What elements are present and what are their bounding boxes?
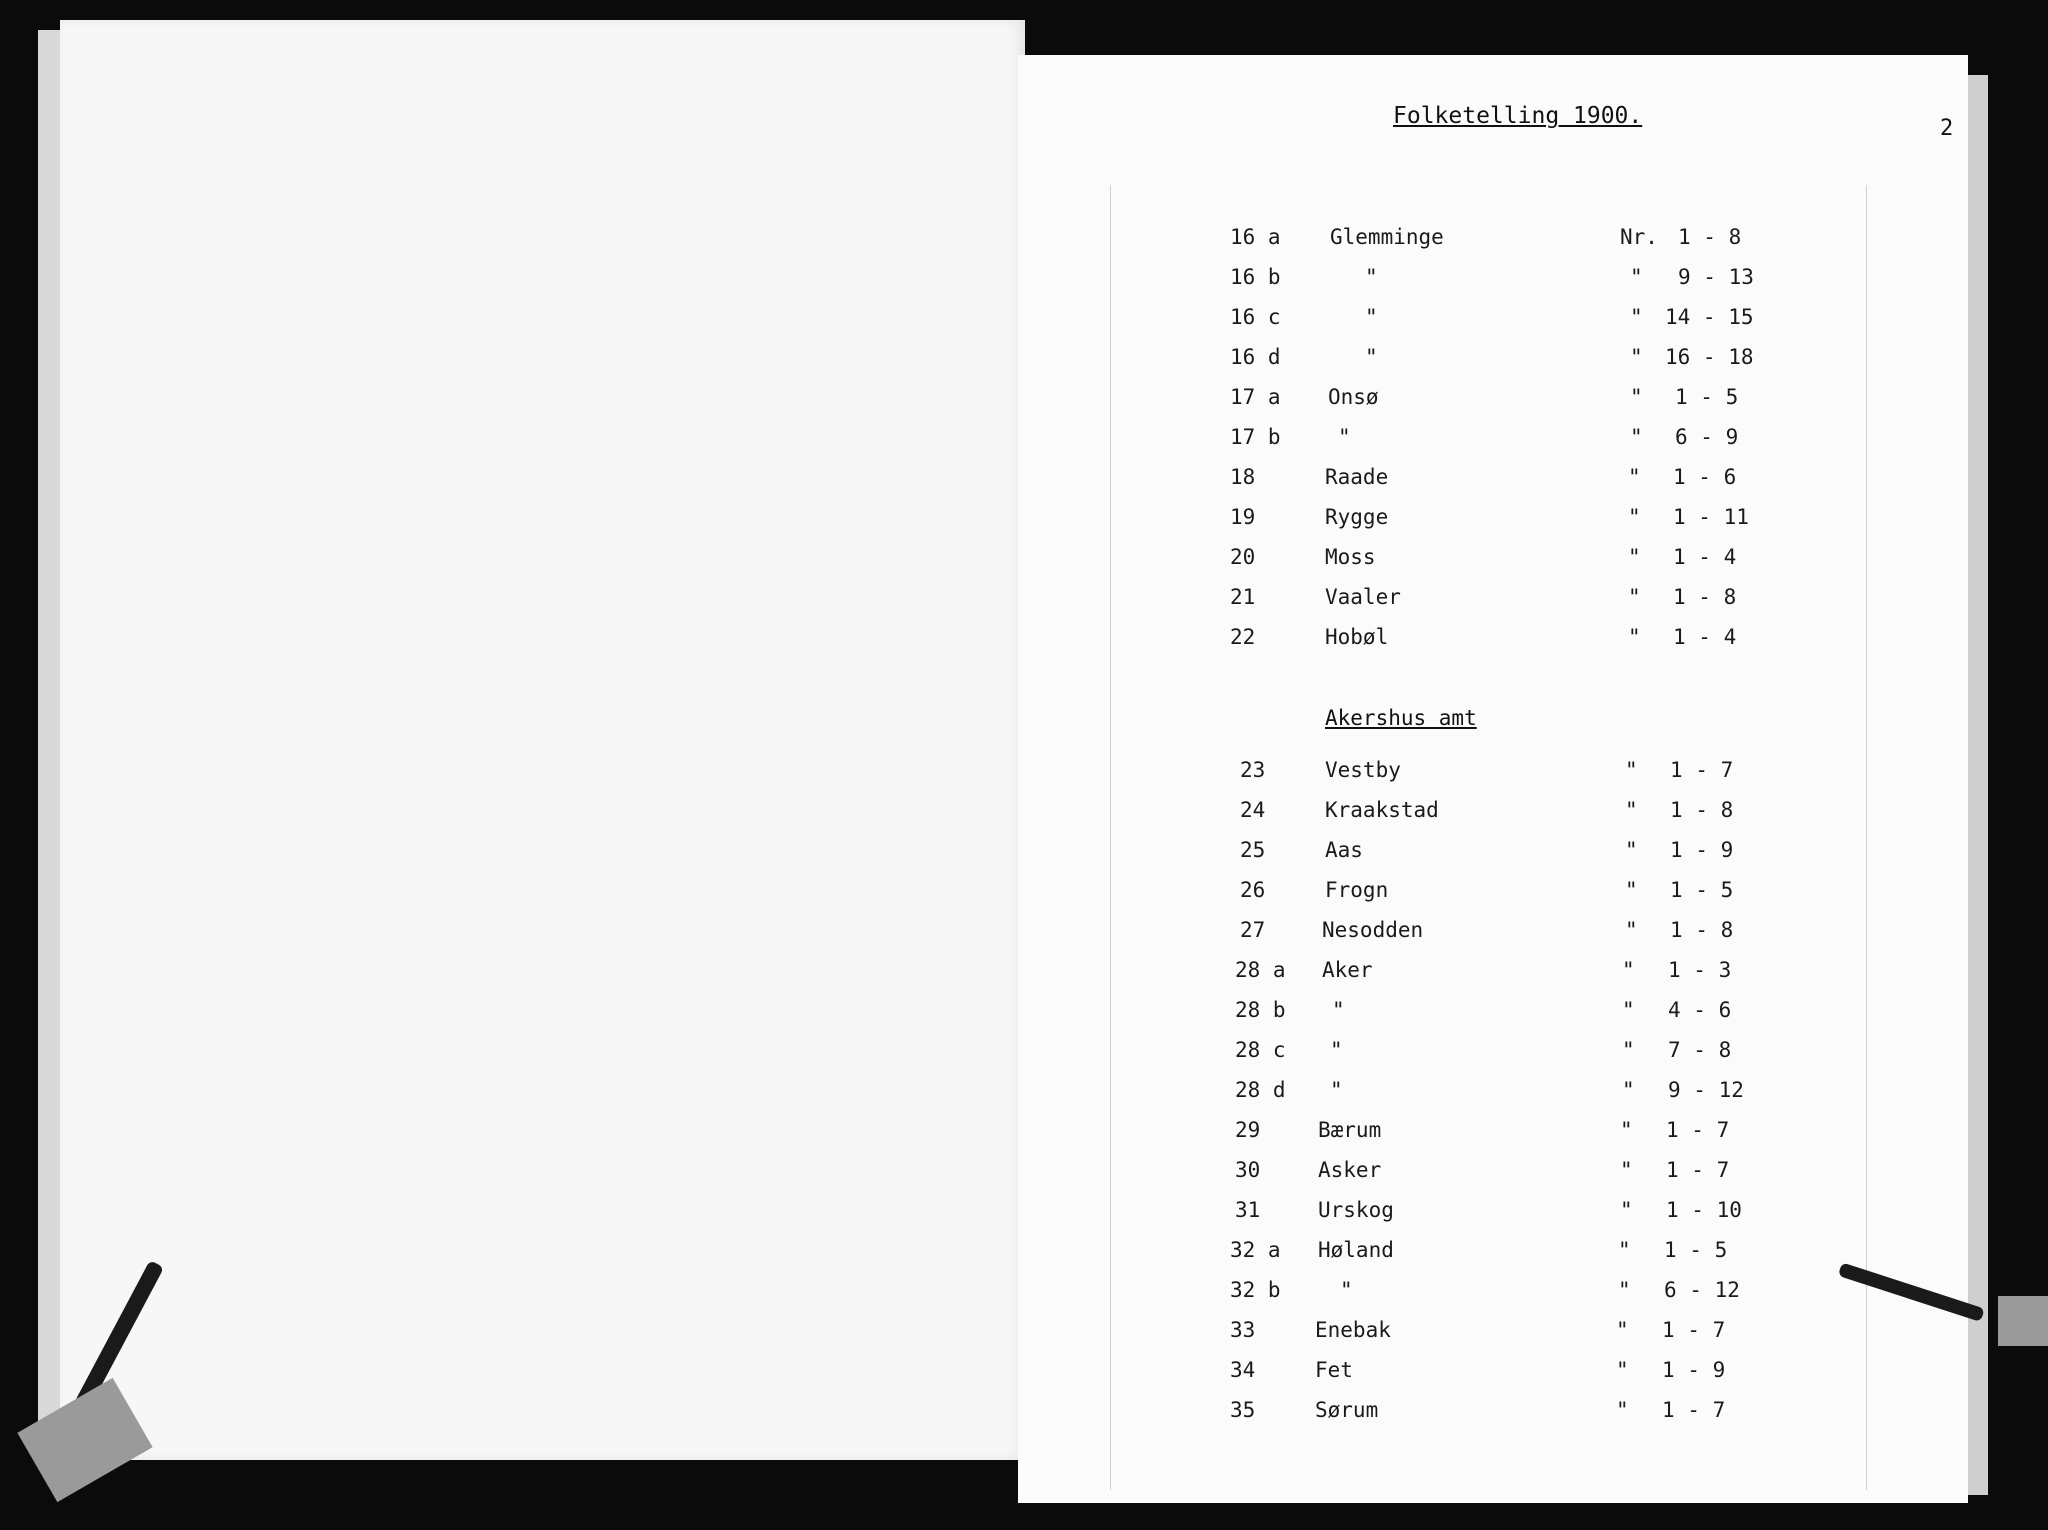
row-place: " xyxy=(1338,425,1351,449)
row-place: " xyxy=(1332,998,1345,1022)
row-range: 1 - 5 xyxy=(1675,385,1739,409)
row-range: 1 - 11 xyxy=(1673,505,1749,529)
row-place: " xyxy=(1330,1038,1343,1062)
row-nr: " xyxy=(1625,878,1638,902)
table-row xyxy=(0,838,2048,868)
row-code: 16 a xyxy=(1230,225,1281,249)
row-code: 31 xyxy=(1235,1198,1261,1222)
row-code: 23 xyxy=(1240,758,1266,782)
table-row xyxy=(0,878,2048,908)
row-place: Nesodden xyxy=(1322,918,1424,942)
row-range: 6 - 9 xyxy=(1675,425,1739,449)
table-row xyxy=(0,998,2048,1028)
row-nr: " xyxy=(1625,838,1638,862)
row-range: 1 - 7 xyxy=(1662,1398,1726,1422)
row-code: 18 xyxy=(1230,465,1256,489)
table-row xyxy=(0,918,2048,948)
row-place: Urskog xyxy=(1318,1198,1394,1222)
row-place: Bærum xyxy=(1318,1118,1382,1142)
table-row xyxy=(0,958,2048,988)
table-row xyxy=(0,305,2048,335)
table-row xyxy=(0,758,2048,788)
row-nr: " xyxy=(1630,425,1643,449)
table-row xyxy=(0,1318,2048,1348)
row-place: Vestby xyxy=(1325,758,1401,782)
row-range: 7 - 8 xyxy=(1668,1038,1732,1062)
row-code: 25 xyxy=(1240,838,1266,862)
row-range: 1 - 8 xyxy=(1670,798,1734,822)
table-row xyxy=(0,265,2048,295)
table-row xyxy=(0,1278,2048,1308)
row-place: Onsø xyxy=(1328,385,1379,409)
table-row xyxy=(0,1398,2048,1428)
page-title: Folketelling 1900. xyxy=(1393,103,1643,129)
row-range: 1 - 5 xyxy=(1670,878,1734,902)
row-place: Rygge xyxy=(1325,505,1389,529)
row-code: 27 xyxy=(1240,918,1266,942)
row-nr: " xyxy=(1628,625,1641,649)
table-row xyxy=(0,1158,2048,1188)
row-place: " xyxy=(1340,1278,1353,1302)
row-code: 17 b xyxy=(1230,425,1281,449)
table-row xyxy=(0,425,2048,455)
row-place: Vaaler xyxy=(1325,585,1401,609)
row-place: Asker xyxy=(1318,1158,1382,1182)
row-place: Fet xyxy=(1315,1358,1353,1382)
row-code: 34 xyxy=(1230,1358,1256,1382)
row-nr: " xyxy=(1618,1238,1631,1262)
row-nr: " xyxy=(1630,305,1643,329)
table-row xyxy=(0,545,2048,575)
row-nr: " xyxy=(1628,545,1641,569)
row-range: 1 - 5 xyxy=(1664,1238,1728,1262)
row-place: Høland xyxy=(1318,1238,1394,1262)
row-nr: " xyxy=(1622,998,1635,1022)
table-row xyxy=(0,225,2048,255)
table-row xyxy=(0,625,2048,655)
row-range: 16 - 18 xyxy=(1665,345,1754,369)
row-nr: " xyxy=(1630,345,1643,369)
row-range: 1 - 7 xyxy=(1666,1118,1730,1142)
row-code: 20 xyxy=(1230,545,1256,569)
row-nr: " xyxy=(1622,1078,1635,1102)
table-row xyxy=(0,1038,2048,1068)
row-code: 33 xyxy=(1230,1318,1256,1342)
section-heading: Akershus amt xyxy=(1325,706,1477,730)
row-place: Moss xyxy=(1325,545,1376,569)
row-code: 26 xyxy=(1240,878,1266,902)
row-code: 16 d xyxy=(1230,345,1281,369)
row-code: 35 xyxy=(1230,1398,1256,1422)
table-row xyxy=(0,798,2048,828)
row-range: 1 - 3 xyxy=(1668,958,1732,982)
row-range: 1 - 7 xyxy=(1666,1158,1730,1182)
row-place: " xyxy=(1365,345,1378,369)
row-range: 1 - 4 xyxy=(1673,625,1737,649)
row-place: " xyxy=(1365,265,1378,289)
row-place: " xyxy=(1330,1078,1343,1102)
row-range: 1 - 9 xyxy=(1662,1358,1726,1382)
row-place: Raade xyxy=(1325,465,1389,489)
row-range: 9 - 12 xyxy=(1668,1078,1744,1102)
row-range: 1 - 7 xyxy=(1670,758,1734,782)
row-nr: " xyxy=(1625,918,1638,942)
table-row xyxy=(0,465,2048,495)
row-nr: " xyxy=(1616,1398,1629,1422)
row-code: 24 xyxy=(1240,798,1266,822)
row-code: 29 xyxy=(1235,1118,1261,1142)
row-nr: " xyxy=(1630,265,1643,289)
clip-holder-right xyxy=(1998,1296,2048,1346)
row-code: 17 a xyxy=(1230,385,1281,409)
row-range: 1 - 9 xyxy=(1670,838,1734,862)
row-nr: " xyxy=(1630,385,1643,409)
row-range: 1 - 7 xyxy=(1662,1318,1726,1342)
row-range: 4 - 6 xyxy=(1668,998,1732,1022)
row-code: 32 a xyxy=(1230,1238,1281,1262)
row-nr: " xyxy=(1622,958,1635,982)
row-range: 1 - 8 xyxy=(1670,918,1734,942)
table-row xyxy=(0,1358,2048,1388)
row-range: 1 - 8 xyxy=(1673,585,1737,609)
row-place: Glemminge xyxy=(1330,225,1444,249)
row-range: 1 - 4 xyxy=(1673,545,1737,569)
table-row xyxy=(0,505,2048,535)
row-nr: " xyxy=(1628,505,1641,529)
row-code: 19 xyxy=(1230,505,1256,529)
row-place: Hobøl xyxy=(1325,625,1389,649)
row-nr: Nr. xyxy=(1620,225,1658,249)
row-nr: " xyxy=(1620,1118,1633,1142)
table-row xyxy=(0,1078,2048,1108)
row-nr: " xyxy=(1616,1358,1629,1382)
table-row xyxy=(0,345,2048,375)
row-nr: " xyxy=(1628,585,1641,609)
page-number: 2 xyxy=(1940,116,1954,141)
row-code: 16 c xyxy=(1230,305,1281,329)
row-range: 1 - 8 xyxy=(1678,225,1742,249)
row-code: 32 b xyxy=(1230,1278,1281,1302)
row-place: Aas xyxy=(1325,838,1363,862)
row-place: Kraakstad xyxy=(1325,798,1439,822)
row-nr: " xyxy=(1616,1318,1629,1342)
row-code: 16 b xyxy=(1230,265,1281,289)
row-place: Sørum xyxy=(1315,1398,1379,1422)
row-place: Enebak xyxy=(1315,1318,1391,1342)
row-nr: " xyxy=(1622,1038,1635,1062)
row-code: 28 c xyxy=(1235,1038,1286,1062)
table-row xyxy=(0,1238,2048,1268)
row-range: 1 - 6 xyxy=(1673,465,1737,489)
row-nr: " xyxy=(1620,1198,1633,1222)
row-range: 14 - 15 xyxy=(1665,305,1754,329)
row-code: 28 b xyxy=(1235,998,1286,1022)
row-range: 1 - 10 xyxy=(1666,1198,1742,1222)
row-code: 28 a xyxy=(1235,958,1286,982)
row-code: 28 d xyxy=(1235,1078,1286,1102)
table-row xyxy=(0,1118,2048,1148)
row-place: " xyxy=(1365,305,1378,329)
row-nr: " xyxy=(1625,798,1638,822)
row-code: 21 xyxy=(1230,585,1256,609)
table-row xyxy=(0,385,2048,415)
row-code: 22 xyxy=(1230,625,1256,649)
row-nr: " xyxy=(1625,758,1638,782)
table-row xyxy=(0,585,2048,615)
row-nr: " xyxy=(1618,1278,1631,1302)
row-range: 9 - 13 xyxy=(1678,265,1754,289)
row-code: 30 xyxy=(1235,1158,1261,1182)
row-nr: " xyxy=(1620,1158,1633,1182)
row-nr: " xyxy=(1628,465,1641,489)
row-range: 6 - 12 xyxy=(1664,1278,1740,1302)
row-place: Aker xyxy=(1322,958,1373,982)
row-place: Frogn xyxy=(1325,878,1389,902)
table-row xyxy=(0,1198,2048,1228)
